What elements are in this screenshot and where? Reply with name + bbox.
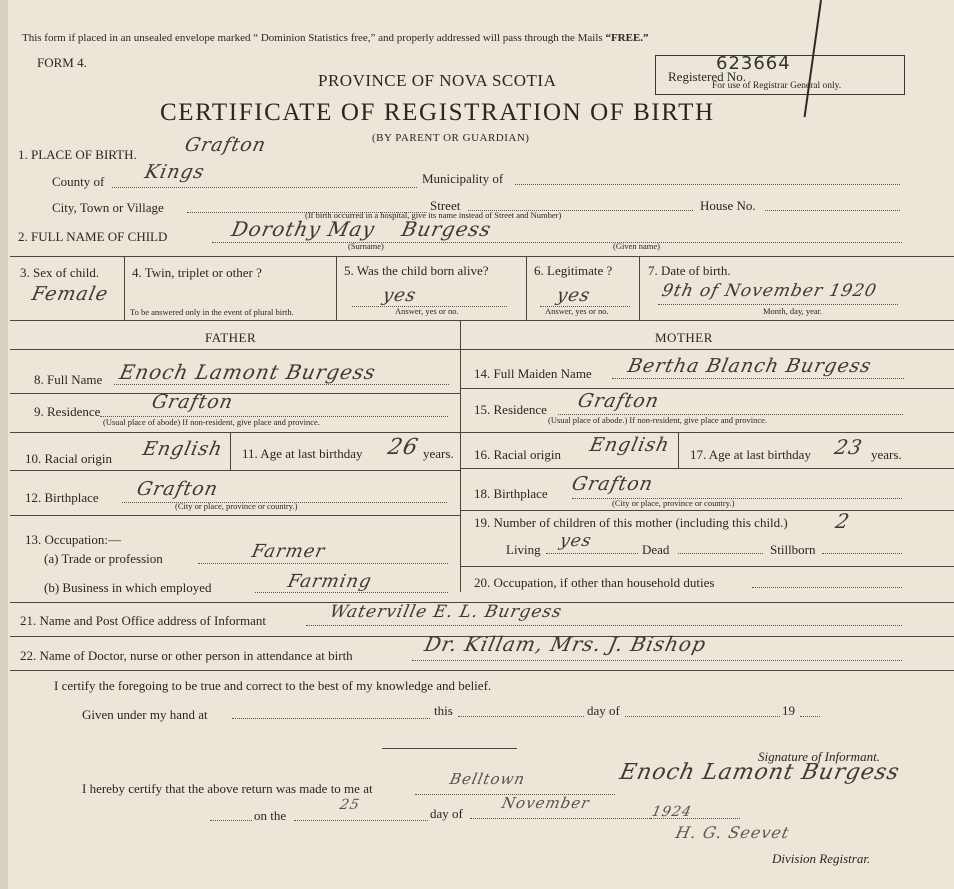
mother-birthplace-value: Grafton — [569, 473, 656, 495]
this-line — [458, 716, 584, 717]
given-year-prefix: 19 — [782, 703, 795, 718]
mother-residence-label: 15. Residence — [474, 402, 547, 417]
this-label: this — [434, 703, 453, 718]
children-count-value: 2 — [833, 509, 853, 533]
mother-birthplace-note: (City or place, province or country.) — [612, 498, 735, 508]
street-label: Street — [430, 198, 461, 213]
certificate-title: CERTIFICATE OF REGISTRATION OF BIRTH — [160, 99, 715, 126]
father-age-unit: years. — [423, 446, 454, 461]
municipality-label: Municipality of — [422, 171, 504, 186]
form-number: FORM 4. — [37, 55, 87, 70]
child-name-label: 2. FULL NAME OF CHILD — [18, 229, 168, 244]
living-line — [546, 553, 638, 554]
dob-value: 9th of November 1920 — [659, 281, 879, 301]
registrar-year-line — [650, 818, 740, 819]
house-label: House No. — [700, 198, 756, 213]
registrar-day-value: 25 — [338, 797, 362, 813]
sex-label: 3. Sex of child. — [20, 265, 100, 280]
father-residence-label: 9. Residence — [34, 404, 101, 419]
province-heading: PROVINCE OF NOVA SCOTIA — [318, 71, 557, 90]
living-label: Living — [506, 542, 541, 557]
father-occupation-label: 13. Occupation:— — [25, 532, 122, 547]
doctor-row-line — [10, 670, 954, 671]
informant-signature: Enoch Lamont Burgess — [617, 760, 903, 785]
child-surname-value: Burgess — [399, 217, 494, 241]
registrar-month-value: November — [500, 794, 592, 812]
twin-note: To be answered only in the event of plural birth. — [130, 307, 294, 317]
father-residence-note: (Usual place of abode) If non-resident, give place and province. — [103, 417, 320, 427]
house-line — [765, 210, 900, 211]
mother-age-unit: years. — [871, 447, 902, 462]
row-divider-bottom — [10, 320, 954, 321]
mother-racial-value: English — [587, 434, 672, 456]
row-col-divider — [526, 256, 527, 320]
mother-row-line — [460, 468, 954, 469]
on-the-label: on the — [254, 808, 287, 823]
certificate-subtitle: (BY PARENT OR GUARDIAN) — [372, 132, 530, 144]
sex-value: Female — [29, 283, 111, 305]
alive-note: Answer, yes or no. — [395, 306, 459, 316]
given-month-line — [625, 716, 780, 717]
mother-row-line — [460, 388, 954, 389]
father-row-line — [10, 515, 460, 516]
mother-age-label: 17. Age at last birthday — [690, 447, 811, 462]
registrar-place-value: Belltown — [448, 770, 528, 788]
father-name-label: 8. Full Name — [34, 372, 103, 387]
mail-notice-free: “FREE.” — [605, 32, 649, 44]
father-racial-value: English — [140, 438, 225, 460]
father-age-value: 26 — [385, 435, 421, 460]
dob-line — [658, 304, 898, 305]
mother-residence-note: (Usual place of abode.) If non-resident, give place and province. — [548, 415, 768, 425]
children-count-label: 19. Number of children of this mother (including this child.) — [474, 515, 788, 530]
doctor-label: 22. Name of Doctor, nurse or other person in attendance at birth — [20, 648, 353, 663]
doctor-line — [412, 660, 902, 661]
registrar-general-note: For use of Registrar General only. — [712, 81, 842, 91]
father-racial-label: 10. Racial origin — [25, 451, 113, 466]
mother-name-label: 14. Full Maiden Name — [474, 366, 592, 381]
given-day-of-label: day of — [587, 703, 620, 718]
dead-label: Dead — [642, 542, 670, 557]
father-name-line — [114, 384, 449, 385]
dob-label: 7. Date of birth. — [648, 263, 731, 278]
city-label: City, Town or Village — [52, 200, 164, 215]
trade-label: (a) Trade or profession — [44, 551, 163, 566]
doctor-value: Dr. Killam, Mrs. J. Bishop — [422, 632, 709, 656]
mother-row-line — [460, 566, 954, 567]
father-row-line — [10, 432, 460, 433]
informant-value: Waterville E. L. Burgess — [327, 602, 565, 622]
father-name-value: Enoch Lamont Burgess — [117, 360, 379, 384]
alive-value: yes — [380, 285, 419, 306]
county-label: County of — [52, 174, 105, 189]
business-line — [255, 592, 448, 593]
given-name-caption: (Given name) — [613, 241, 660, 251]
row-col-divider — [639, 256, 640, 320]
place-of-birth-value: Grafton — [182, 134, 269, 156]
legitimate-label: 6. Legitimate ? — [534, 263, 613, 278]
dead-line — [678, 553, 763, 554]
county-line — [112, 187, 417, 188]
municipality-line — [515, 184, 900, 185]
business-label: (b) Business in which employed — [44, 580, 212, 595]
father-row-line — [10, 393, 460, 394]
child-name-line — [212, 242, 902, 243]
registrar-day-of-label: day of — [430, 806, 463, 821]
trade-line — [198, 563, 448, 564]
registrar-certify-label: I hereby certify that the above return was made to me at — [82, 781, 373, 796]
given-place-line — [232, 718, 430, 719]
trade-value: Farmer — [249, 541, 328, 562]
mother-occupation-line — [752, 587, 902, 588]
mother-birthplace-label: 18. Birthplace — [474, 486, 548, 501]
surname-caption: (Surname) — [348, 241, 384, 251]
mother-age-value: 23 — [832, 435, 866, 459]
registrar-day-line — [294, 820, 428, 821]
mother-occupation-label: 20. Occupation, if other than household duties — [474, 575, 715, 590]
stillborn-label: Stillborn — [770, 542, 816, 557]
division-registrar-caption: Division Registrar. — [772, 851, 871, 866]
row-divider-top — [10, 256, 954, 257]
father-heading: FATHER — [205, 330, 257, 345]
informant-label: 21. Name and Post Office address of Informant — [20, 613, 266, 628]
mother-name-value: Bertha Blanch Burgess — [625, 355, 874, 377]
parents-header-line — [10, 349, 954, 350]
father-birthplace-value: Grafton — [134, 478, 221, 500]
county-value: Kings — [142, 161, 207, 183]
mail-notice — [22, 33, 649, 44]
father-birthplace-note: (City or place, province or country.) — [175, 501, 298, 511]
on-the-lead-line — [210, 820, 252, 821]
short-rule — [382, 748, 517, 749]
mother-heading: MOTHER — [655, 330, 713, 345]
mother-racial-label: 16. Racial origin — [474, 447, 562, 462]
dob-note: Month, day, year. — [763, 306, 823, 316]
given-under-label: Given under my hand at — [82, 707, 208, 722]
registrar-signature: H. G. Seevet — [674, 823, 792, 842]
mother-row-line — [460, 510, 954, 511]
legitimate-note: Answer, yes or no. — [545, 306, 609, 316]
mail-notice-text: This form if placed in an unsealed envelope marked “ Dominion Statistics free,” and properly addressed will pass through the Mails — [22, 32, 603, 44]
informant-line — [306, 625, 902, 626]
registrar-month-line — [470, 818, 650, 819]
place-of-birth-label: 1. PLACE OF BIRTH. — [18, 147, 137, 162]
alive-label: 5. Was the child born alive? — [344, 263, 489, 278]
father-residence-value: Grafton — [149, 391, 236, 413]
father-row-line — [10, 470, 460, 471]
row-col-divider — [124, 256, 125, 320]
living-value: yes — [557, 531, 594, 551]
twin-label: 4. Twin, triplet or other ? — [132, 265, 262, 280]
stillborn-line — [822, 553, 902, 554]
business-value: Farming — [285, 571, 374, 592]
row-col-divider — [336, 256, 337, 320]
mother-row-line — [460, 432, 954, 433]
certify-statement: I certify the foregoing to be true and correct to the best of my knowledge and belief. — [54, 678, 492, 693]
registered-number: 623664 — [716, 53, 791, 74]
child-given-value: Dorothy May — [229, 217, 378, 241]
legitimate-value: yes — [554, 285, 593, 306]
registered-label: Registered No. — [668, 69, 746, 84]
parents-divider — [460, 320, 461, 592]
registrar-year-value: 1924 — [650, 804, 694, 820]
given-year-line — [800, 716, 820, 717]
hospital-note: (If birth occurred in a hospital, give its name instead of Street and Number) — [305, 210, 562, 220]
mother-name-line — [612, 378, 904, 379]
father-col-line — [230, 432, 231, 470]
father-birthplace-label: 12. Birthplace — [25, 490, 99, 505]
signature-caption: Signature of Informant. — [758, 749, 880, 764]
father-age-label: 11. Age at last birthday — [242, 446, 363, 461]
mother-col-line — [678, 432, 679, 468]
mother-residence-value: Grafton — [575, 390, 662, 412]
